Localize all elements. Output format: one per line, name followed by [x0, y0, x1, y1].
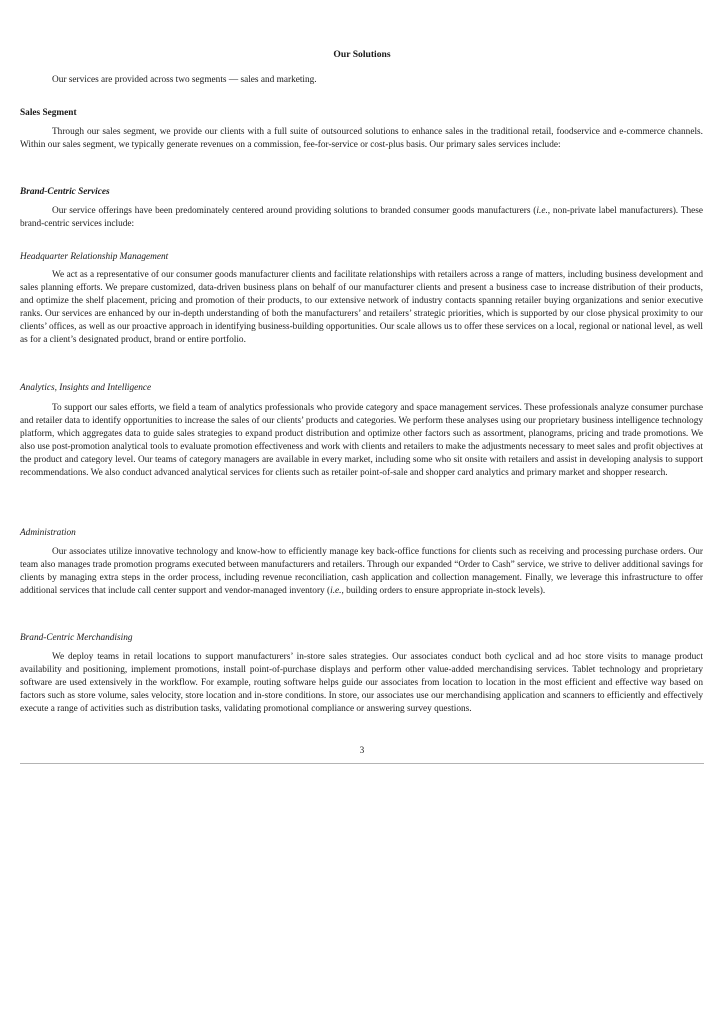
page-number: 3: [359, 746, 365, 756]
brand-centric-text-after: , non-private label manufacturers). These brand-centric services include:: [20, 206, 703, 229]
administration-paragraph: [20, 546, 703, 598]
hq-relationship-text: We act as a representative of our consumer goods manufacturer clients and facilitate relationships with retailers across a range of matters, including business development and sales planning efforts. We prepare customized, data-driven business plans on behalf of our manufacturer clients and present a business case to increase distribution of their products, and optimize the shelf placement, pricing and promotion of their products, to our extensive network of industry contacts spanning retailer buying organizations and senior executive ranks. Our services are enhanced by our in-depth understanding of both the manufacturers’ and retailers’ strategic priorities, which is supported by our close physical proximity to our clients’ offices, as well as our proactive approach in identifying business-building opportunities. Our scale allows us to offer these services on a local, regional or national level, as well as for a client’s designated product, brand or entire portfolio.: [20, 270, 703, 345]
hq-relationship-heading: Headquarter Relationship Management: [20, 252, 169, 262]
brand-centric-ie: i.e.: [536, 206, 548, 216]
analytics-text: To support our sales efforts, we field a team of analytics professionals who provide category and space management services. These professionals analyze consumer purchase and retailer data to identify opportunities to increase the sales of our clients’ products and categories. We perform these analyses using our proprietary business intelligence technology platform, which aggregates data to guide sales strategies to expand product distribution and optimize other factors such as assortment, planograms, pricing and trade promotions. We also use post-promotion analytical tools to evaluate promotion effectiveness and work with clients and retailers to make the adjustments necessary to meet sales and profit objectives at the product and category level. Our teams of category managers are available in every market, including some who sit onsite with retailers and assist in developing analysis to support recommendations. We also conduct advanced analytical services for clients such as retailer point-of-sale and shopper card analytics and primary market and shopper research.: [20, 403, 703, 478]
sales-segment-text: Through our sales segment, we provide our clients with a full suite of outsourced solutions to enhance sales in the traditional retail, foodservice and e-commerce channels. Within our sales segment, we typically generate revenues on a commission, fee-for-service or cost-plus basis. Our primary sales services include:: [20, 127, 703, 150]
page-title: Our Solutions: [333, 49, 391, 60]
administration-heading: Administration: [20, 528, 76, 538]
administration-text-after: , building orders to ensure appropriate in-stock levels).: [341, 586, 546, 596]
page-divider: [20, 763, 704, 764]
intro-text: Our services are provided across two segments — sales and marketing.: [52, 75, 317, 85]
brand-centric-services-paragraph: [20, 205, 703, 231]
merchandising-heading: Brand-Centric Merchandising: [20, 633, 133, 643]
intro-paragraph: [20, 74, 703, 87]
sales-segment-heading: Sales Segment: [20, 108, 77, 118]
analytics-paragraph: [20, 402, 703, 480]
brand-centric-services-heading: Brand-Centric Services: [20, 187, 110, 197]
sales-segment-paragraph: [20, 126, 703, 152]
hq-relationship-paragraph: [20, 269, 703, 347]
merchandising-text: We deploy teams in retail locations to support manufacturers’ in-store sales strategies. Our associates conduct both cyclical and ad hoc store visits to manage product availability and positioning, implement promotions, install point-of-purchase displays and perform other value-added merchandising services. Tablet technology and proprietary software are used extensively in the workflow. For example, routing software helps guide our associates from location to location in the most efficient and effective way based on factors such as store volume, sales velocity, store location and in-store conditions. In store, our associates use our merchandising application and scanners to efficiently and effectively execute a range of activities such as distribution tasks, validating promotional compliance or answering survey questions.: [20, 652, 703, 714]
analytics-heading: Analytics, Insights and Intelligence: [20, 383, 152, 393]
administration-ie: i.e.: [330, 586, 342, 596]
brand-centric-text-before: Our service offerings have been predominately centered around providing solutions to branded consumer goods manufacturers (: [52, 206, 537, 216]
merchandising-paragraph: [20, 651, 703, 716]
administration-text-before: Our associates utilize innovative technology and know-how to efficiently manage key back-office functions for clients such as receiving and processing purchase orders. Our team also manages trade promotion programs executed between manufacturers and retailers. Through our expanded “Order to Cash” service, we strive to deliver additional savings for clients by managing extra steps in the order process, including revenue reconciliation, cash application and collection management. Finally, we leverage this infrastructure to offer additional services that include call center support and vendor-managed inventory (: [20, 547, 703, 596]
